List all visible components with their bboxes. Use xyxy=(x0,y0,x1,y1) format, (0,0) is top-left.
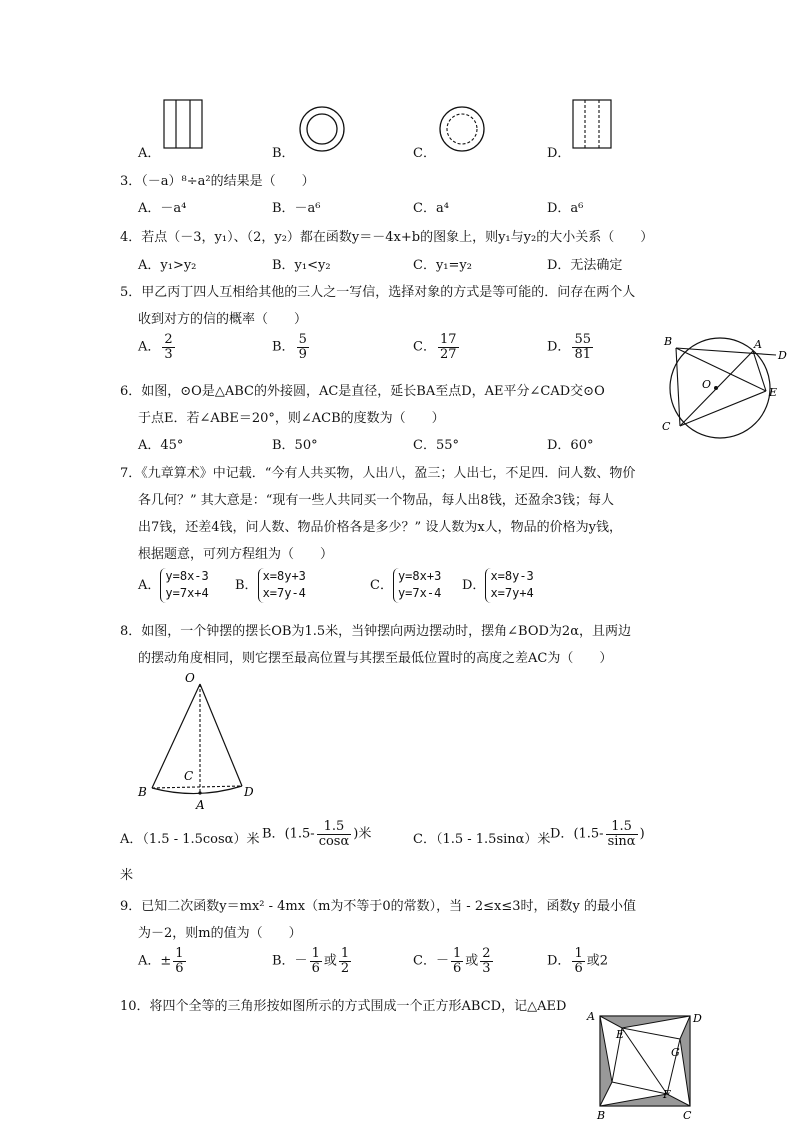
q6-option-a[interactable]: A．45° xyxy=(138,438,184,453)
q2-option-c[interactable]: C． xyxy=(413,146,436,161)
label-c: C xyxy=(683,1109,692,1122)
q3-option-c[interactable]: C．a⁴ xyxy=(413,201,449,216)
q2-option-b[interactable]: B． xyxy=(272,146,295,161)
q10-line-1: 10．将四个全等的三角形按如图所示的方式围成一个正方形ABCD，记△AED xyxy=(120,999,567,1014)
fraction: $\frac{1}{6}$ xyxy=(452,946,462,976)
q5-option-c[interactable]: C． $\frac{17}{27}$ xyxy=(413,332,457,362)
q4-stem: 4．若点（－3，y₁）、（2，y₂）都在函数y＝－4x+b的图象上，则y₁与y₂的大小关系（ ） xyxy=(120,230,654,245)
q4-option-c[interactable]: C．y₁=y₂ xyxy=(413,258,472,273)
label-c: C xyxy=(184,769,194,783)
label-e: E xyxy=(769,386,778,399)
q6-line-1: 6．如图，⊙O是△ABC的外接圆，AC是直径，延长BA至点D，AE平分∠CAD交⊙O xyxy=(120,384,605,399)
equation-system: x=8y+3 x=7y-4 xyxy=(258,568,306,603)
label-b: B xyxy=(597,1109,606,1122)
q4-option-a[interactable]: A．y₁>y₂ xyxy=(138,258,197,273)
q7-option-c[interactable]: C．y=8x+3 y=7x-4 xyxy=(370,568,441,603)
fraction: $\frac{1}{6}$ xyxy=(574,946,583,976)
q7-line-2: 各几何？” 其大意是：“现有一些人共同买一个物品，每人出8钱，还盈余3钱；每人 xyxy=(138,493,614,508)
q8-option-b[interactable]: B．(1.5- $\frac{1.5}{\cos\alpha}$ )米 xyxy=(262,819,372,849)
cylinder-front-view-figure xyxy=(163,99,205,151)
equation-system: x=8y-3 x=7y+4 xyxy=(485,568,533,603)
fraction: $\frac{1.5}{\sin\alpha}$ xyxy=(607,819,636,849)
label-b: B xyxy=(138,785,147,799)
circumcircle-figure xyxy=(650,330,794,458)
q9-option-a[interactable]: A．± $\frac{1}{6}$ xyxy=(138,946,184,976)
q3-option-a[interactable]: A．－a⁴ xyxy=(138,201,187,216)
label-a: A xyxy=(754,338,762,351)
q8-line-1: 8．如图，一个钟摆的摆长OB为1.5米，当钟摆向两边摆动时，摆角∠BOD为2α，且两边 xyxy=(120,624,631,639)
label-c: C xyxy=(662,420,671,433)
q8-line-2: 的摆动角度相同，则它摆至最高位置与其摆至最低位置时的高度之差AC为（ ） xyxy=(138,651,613,666)
q3-option-b[interactable]: B．－a⁶ xyxy=(272,201,321,216)
q6-option-c[interactable]: C．55° xyxy=(413,438,459,453)
label-b: B xyxy=(664,335,673,348)
fraction: $\frac{5}{9}$ xyxy=(298,332,307,362)
q8-tail: 米 xyxy=(120,868,134,883)
q7-line-3: 出7钱，还差4钱，问人数、物品价格各是多少？” 设人数为x人，物品的价格为y钱， xyxy=(138,520,622,535)
concentric-circles-figure xyxy=(298,105,346,153)
q8-option-c[interactable]: C．（1.5 - 1.5sinα）米 xyxy=(413,832,551,847)
q6-option-d[interactable]: D．60° xyxy=(547,438,594,453)
label-a: A xyxy=(196,798,205,810)
q6-line-2: 于点E．若∠ABE＝20°，则∠ACB的度数为（ ） xyxy=(138,411,445,426)
fraction: $\frac{1}{2}$ xyxy=(340,946,350,976)
label-d: D xyxy=(244,785,254,799)
q2-option-a[interactable]: A． xyxy=(138,146,161,161)
equation-system: y=8x+3 y=7x-4 xyxy=(393,568,441,603)
q5-line-2: 收到对方的信的概率（ ） xyxy=(138,312,308,327)
fraction: $\frac{55}{81}$ xyxy=(574,332,591,362)
q8-option-d[interactable]: D．(1.5- $\frac{1.5}{\sin\alpha}$ ) xyxy=(550,819,645,849)
fraction: $\frac{1.5}{\cos\alpha}$ xyxy=(318,819,350,849)
q7-option-a[interactable]: A．y=8x-3 y=7x+4 xyxy=(138,568,209,603)
q5-line-1: 5．甲乙丙丁四人互相给其他的三人之一写信，选择对象的方式是等可能的．问存在两个人 xyxy=(120,285,636,300)
label-a: A xyxy=(587,1010,595,1023)
dashed-inner-circle-figure xyxy=(438,105,486,153)
label-d: D xyxy=(778,349,787,362)
q5-option-d[interactable]: D． $\frac{55}{81}$ xyxy=(547,332,591,362)
q7-option-d[interactable]: D．x=8y-3 x=7y+4 xyxy=(462,568,534,603)
q3-option-d[interactable]: D．a⁶ xyxy=(547,201,584,216)
fraction: $\frac{1}{6}$ xyxy=(175,946,184,976)
fraction: $\frac{17}{27}$ xyxy=(439,332,457,362)
label-d: D xyxy=(693,1012,702,1025)
q2-option-d[interactable]: D． xyxy=(547,146,571,161)
q9-option-d[interactable]: D． $\frac{1}{6}$ 或2 xyxy=(547,946,608,976)
q4-option-d[interactable]: D．无法确定 xyxy=(547,258,623,273)
equation-system: y=8x-3 y=7x+4 xyxy=(160,568,208,603)
label-o: O xyxy=(702,378,712,391)
label-o: O xyxy=(185,671,195,685)
q8-option-a[interactable]: A．（1.5 - 1.5cosα）米 xyxy=(120,832,260,847)
q7-option-b[interactable]: B．x=8y+3 x=7y-4 xyxy=(235,568,306,603)
q9-option-b[interactable]: B．－ $\frac{1}{6}$ 或 $\frac{1}{2}$ xyxy=(272,946,350,976)
label-e: E xyxy=(616,1028,625,1041)
q9-line-2: 为－2，则m的值为（ ） xyxy=(138,926,302,941)
label-f: F xyxy=(663,1088,671,1101)
q6-option-b[interactable]: B．50° xyxy=(272,438,318,453)
dashed-cylinder-figure xyxy=(572,99,614,151)
square-triangles-figure xyxy=(585,1006,705,1123)
fraction: $\frac{2}{3}$ xyxy=(164,332,173,362)
label-g: G xyxy=(671,1046,680,1059)
q9-line-1: 9．已知二次函数y＝mx² - 4mx（m为不等于0的常数），当 - 2≤x≤3时，函数y 的最小值 xyxy=(120,899,636,914)
q7-line-4: 根据题意，可列方程组为（ ） xyxy=(138,547,334,562)
q9-option-c[interactable]: C．－ $\frac{1}{6}$ 或 $\frac{2}{3}$ xyxy=(413,946,491,976)
q5-option-a[interactable]: A． $\frac{2}{3}$ xyxy=(138,332,173,362)
q7-line-1: 7．《九章算术》中记载．“今有人共买物，人出八，盈三；人出七，不足四．问人数、物价 xyxy=(120,466,636,481)
q3-stem: 3．（－a）⁸÷a²的结果是（ ） xyxy=(120,174,315,189)
q5-option-b[interactable]: B． $\frac{5}{9}$ xyxy=(272,332,307,362)
fraction: $\frac{2}{3}$ xyxy=(482,946,491,976)
pendulum-figure xyxy=(130,668,270,810)
q4-option-b[interactable]: B．y₁<y₂ xyxy=(272,258,331,273)
fraction: $\frac{1}{6}$ xyxy=(311,946,320,976)
